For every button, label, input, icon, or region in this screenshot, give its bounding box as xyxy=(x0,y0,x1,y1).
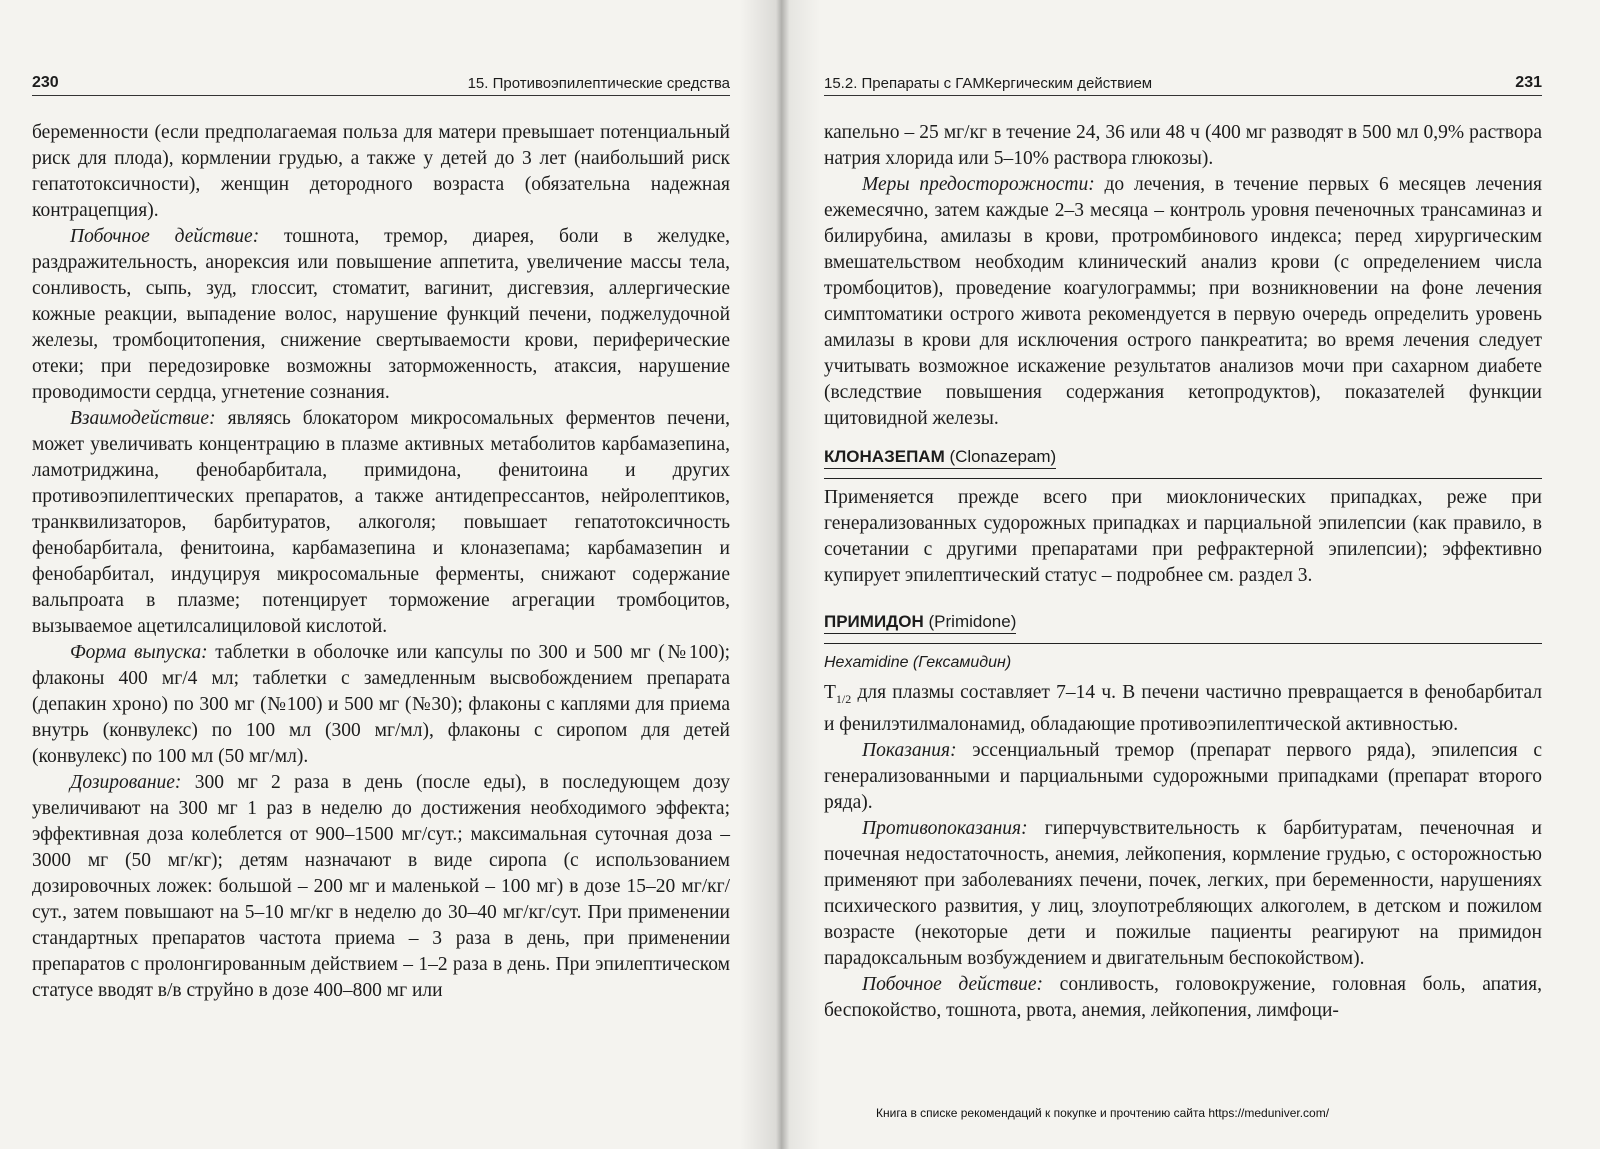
section-label: Дозирование: xyxy=(70,772,182,793)
right-page-body xyxy=(824,120,1542,1024)
section-title: 15.2. Препараты с ГАМКергическим действием xyxy=(824,75,1153,92)
left-page-body xyxy=(32,120,730,1004)
paragraph xyxy=(32,406,730,640)
half-life-subscript: 1/2 xyxy=(835,691,852,706)
heading-rule xyxy=(824,478,1542,479)
paragraph-text: до лечения, в течение первых 6 месяцев лечения ежемесячно, затем каждые 2–3 месяца – контроль уровня печеночных трансаминаз и билирубина, амилазы в крови, протромбинового индекса; перед хирургическим вмешательством необходим клинический анализ крови (с определением числа тромбоцитов), проведение коагулограммы; при возникновении на фоне лечения симптоматики острого живота рекомендуется в первую очередь определить уровень амилазы в крови для исключения острого панкреатита; во время лечения следует учитывать возможное искажение результатов анализов мочи при сахарном диабете (вследствие повышения содержания кетопродуктов), показателей функции щитовидной железы. xyxy=(824,174,1542,429)
half-life-symbol: T xyxy=(824,682,836,703)
paragraph: беременности (если предполагаемая польза для матери превышает потенциальный риск для плода), кормлении грудью, а также у детей до 3 лет (наибольший риск гепатотоксичности), женщин детородного возраста (обязательна надежная контрацепция). xyxy=(32,122,730,221)
right-page xyxy=(778,0,1600,1149)
drug-heading xyxy=(824,609,1542,635)
section-label: Противопоказания: xyxy=(862,817,1028,839)
running-head-left xyxy=(32,66,730,96)
paragraph-text: гиперчувствительность к барбитуратам, печеночная и почечная недостаточность, анемия, лейкопения, кормление грудью, с осторожностью применяют при заболеваниях печени, почек, легких, при беременности, нарушениях психического развития, у лиц, злоупотребляющих алкоголем, в детском и пожилом возрасте (некоторые дети и пожилые пациенты реагируют на примидон парадоксальным возбуждением и двигательным беспокойством). xyxy=(824,817,1542,969)
paragraph xyxy=(824,972,1542,1024)
section-label: Побочное действие: xyxy=(70,226,260,247)
paragraph: Применяется прежде всего при миоклонических припадках, реже при генерализованных судорожных припадках и парциальной эпилепсии (как правило, в сочетании с другими препаратами при рефрактерной эпилепсии); эффективно купирует эпилептический статус – подробнее см. раздел 3. xyxy=(824,487,1542,586)
paragraph xyxy=(824,680,1542,738)
paragraph xyxy=(32,224,730,406)
drug-latin-name: (Clonazepam) xyxy=(944,447,1057,466)
page-number: 231 xyxy=(1515,74,1542,91)
footer-note: Книга в списке рекомендаций к покупке и прочтению сайта https://meduniver.com/ xyxy=(876,1106,1330,1120)
paragraph-text: таблетки в оболочке или капсулы по 300 и 500 мг (№100); флаконы 400 мг/4 мл; таблетки с замедленным высвобождением препарата (депакин хроно) по 300 мг (№100) и 500 мг (№30); флаконы с каплями для приема внутрь (конвулекс) по 100 мл (300 мг/мл), флаконы с сиропом для детей (конвулекс) по 100 мл (50 мг/мл). xyxy=(32,642,730,767)
running-head-right xyxy=(824,66,1542,96)
page-number: 230 xyxy=(32,74,59,91)
drug-name: ПРИМИДОН xyxy=(824,612,924,631)
section-label: Взаимодействие: xyxy=(70,408,216,429)
section-label: Форма выпуска: xyxy=(70,642,208,663)
paragraph xyxy=(32,640,730,770)
drug-latin-name: (Primidone) xyxy=(923,612,1017,631)
paragraph xyxy=(824,738,1542,816)
chapter-title: 15. Противоэпилептические средства xyxy=(467,75,730,92)
paragraph-text: тошнота, тремор, диарея, боли в желудке, раздражительность, анорексия или повышение аппетита, увеличение массы тела, сонливость, сыпь, зуд, глоссит, стоматит, вагинит, дисгевзия, аллергические кожные реакции, выпадение волос, нарушение функций печени, поджелудочной железы, тромбоцитопения, снижение свертываемости крови, периферические отеки; при передозировке возможны заторможенность, атаксия, нарушение проводимости сердца, угнетение сознания. xyxy=(32,226,730,403)
paragraph xyxy=(824,172,1542,432)
paragraph-text: эссенциальный тремор (препарат первого ряда), эпилепсия с генерализованными и парциальными судорожными припадками (препарат второго ряда). xyxy=(824,739,1542,813)
section-label: Меры предосторожности: xyxy=(862,174,1095,195)
drug-heading xyxy=(824,444,1542,470)
paragraph xyxy=(32,770,730,1004)
paragraph: капельно – 25 мг/кг в течение 24, 36 или 48 ч (400 мг разводят в 500 мл 0,9% раствора натрия хлорида или 5–10% раствора глюкозы). xyxy=(824,122,1542,169)
paragraph-text: 300 мг 2 раза в день (после еды), в последующем дозу увеличивают на 300 мг 1 раз в неделю до достижения необходимого эффекта; эффективная доза колеблется от 900–1500 мг/сут.; максимальная суточная доза – 3000 мг (50 мг/кг); детям назначают в виде сиропа (с использованием дозировочных ложек: большой – 200 мг и маленькой – 100 мг) в дозе 15–20 мг/кг/сут., затем повышают на 5–10 мг/кг в неделю до 30–40 мг/кг/сут. При применении стандартных препаратов частота приема – 3 раза в день, при применении препаратов с пролонгированным действием – 1–2 раза в день. При эпилептическом статусе вводят в/в струйно в дозе 400–800 мг или xyxy=(32,772,730,1001)
paragraph-text: сонливость, головокружение, головная боль, апатия, беспокойство, тошнота, рвота, анемия, лейкопения, лимфоци- xyxy=(824,973,1542,1021)
paragraph-text: для плазмы составляет 7–14 ч. В печени частично превращается в фенобарбитал и фенилэтилмалонамид, обладающие противоэпилептической активностью. xyxy=(824,682,1542,735)
section-label: Побочное действие: xyxy=(862,973,1044,995)
left-page xyxy=(0,0,778,1149)
paragraph-text: являясь блокатором микросомальных ферментов печени, может увеличивать концентрацию в плазме активных метаболитов карбамазепина, ламотриджина, фенобарбитала, примидона, фенитоина и других противоэпилептических препаратов, а также антидепрессантов, нейролептиков, транквилизаторов, барбитуратов, алкоголя; повышает гепатотоксичность фенобарбитала, фенитоина, карбамазепина и клоназепама; карбамазепин и фенобарбитал, индуцируя микросомальные ферменты, снижают содержание вальпроата в плазме; потенцирует торможение агрегации тромбоцитов, вызываемое ацетилсалициловой кислотой. xyxy=(32,408,730,637)
paragraph xyxy=(824,816,1542,972)
drug-synonym: Hexamidine (Гексамидин) xyxy=(824,654,1012,671)
drug-name: КЛОНАЗЕПАМ xyxy=(824,447,945,466)
section-label: Показания: xyxy=(862,739,957,761)
heading-rule xyxy=(824,643,1542,644)
